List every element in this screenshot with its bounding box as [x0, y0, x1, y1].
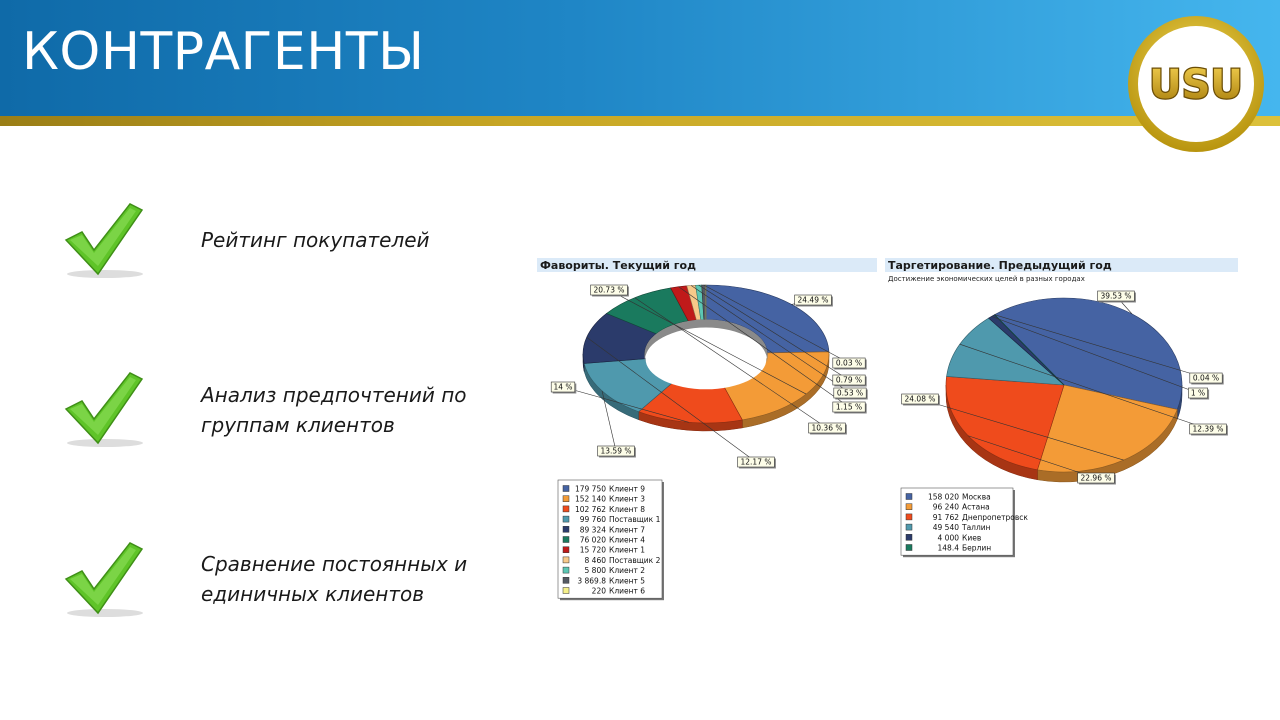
- legend-name: Клиент 3: [609, 494, 646, 504]
- legend-value: 15 720: [579, 545, 606, 555]
- charts-panel: [534, 250, 1244, 610]
- feature-text-2: [201, 380, 481, 440]
- legend-name: Москва: [962, 492, 991, 502]
- feature-line: Сравнение постоянных и: [201, 552, 468, 576]
- legend-name: Таллин: [962, 523, 991, 533]
- percent-label: 0.03 %: [835, 358, 863, 368]
- slide-title: КОНТРАГЕНТЫ: [22, 22, 425, 82]
- legend-swatch: [563, 557, 569, 563]
- legend-value: 89 324: [579, 525, 606, 535]
- legend-value: 99 760: [579, 515, 606, 525]
- percent-label: 0.53 %: [836, 388, 864, 398]
- legend-swatch: [563, 547, 569, 553]
- legend-value: 5 800: [584, 566, 606, 576]
- legend-swatch: [563, 537, 569, 543]
- chart-targeting: [885, 258, 1238, 557]
- header-accent-bar: [0, 116, 1280, 126]
- legend-name: Клиент 2: [609, 566, 646, 576]
- legend-name: Клиент 5: [609, 576, 646, 586]
- percent-label: 10.36 %: [811, 423, 843, 433]
- legend-name: Днепропетровск: [962, 512, 1028, 522]
- legend-swatch: [906, 534, 912, 540]
- legend-value: 91 762: [932, 512, 959, 522]
- feature-line: единичных клиентов: [201, 582, 424, 606]
- legend-swatch: [906, 504, 912, 510]
- percent-label: 12.39 %: [1192, 424, 1224, 434]
- donut-hole: [646, 328, 767, 389]
- legend-value: 4 000: [937, 533, 959, 543]
- legend-value: 102 762: [574, 504, 606, 514]
- legend-name: Клиент 9: [609, 484, 646, 494]
- percent-label: 0.79 %: [835, 375, 863, 385]
- legend-name: Поставщик 2: [609, 555, 661, 565]
- legend-value: 3 869.8: [577, 576, 606, 586]
- legend-name: Поставщик 1: [609, 515, 661, 525]
- legend-value: 158 020: [927, 492, 959, 502]
- legend-name: Берлин: [962, 543, 992, 553]
- percent-label: 13.59 %: [600, 446, 632, 456]
- legend-swatch: [906, 524, 912, 530]
- check-icon: [60, 369, 150, 449]
- legend-swatch: [906, 514, 912, 520]
- legend-swatch: [563, 588, 569, 594]
- chart-legend: [558, 480, 664, 600]
- pie-slices: [946, 298, 1182, 472]
- legend-swatch: [563, 496, 569, 502]
- legend-name: Клиент 7: [609, 525, 646, 535]
- percent-label: 12.17 %: [740, 457, 772, 467]
- legend-swatch: [563, 577, 569, 583]
- legend-name: Клиент 1: [609, 545, 646, 555]
- check-icon: [60, 539, 150, 619]
- percent-label: 1.15 %: [835, 402, 863, 412]
- legend-value: 49 540: [932, 523, 959, 533]
- chart-title: Таргетирование. Предыдущий год: [888, 259, 1112, 272]
- legend-name: Клиент 4: [609, 535, 646, 545]
- percent-label: 24.08 %: [904, 394, 936, 404]
- feature-text-3: [201, 549, 481, 609]
- percent-label: 14 %: [553, 382, 573, 392]
- legend-value: 148.4: [937, 543, 959, 553]
- legend-swatch: [563, 526, 569, 532]
- legend-value: 76 020: [579, 535, 606, 545]
- legend-swatch: [906, 494, 912, 500]
- legend-value: 96 240: [932, 502, 959, 512]
- legend-name: Киев: [962, 533, 982, 543]
- feature-line: группам клиентов: [201, 413, 395, 437]
- legend-value: 152 140: [574, 494, 606, 504]
- chart-favorites: [537, 258, 877, 600]
- percent-label: 39.53 %: [1100, 291, 1132, 301]
- chart-legend: [901, 488, 1028, 557]
- usu-logo: [1126, 14, 1266, 154]
- percent-label: 20.73 %: [593, 285, 625, 295]
- feature-text-1: [201, 225, 481, 255]
- chart-title: Фавориты. Текущий год: [540, 259, 696, 272]
- legend-swatch: [563, 516, 569, 522]
- legend-swatch: [563, 486, 569, 492]
- legend-value: 179 750: [574, 484, 606, 494]
- legend-swatch: [563, 567, 569, 573]
- legend-value: 220: [591, 586, 606, 596]
- legend-name: Клиент 8: [609, 504, 646, 514]
- percent-label: 0.04 %: [1192, 373, 1220, 383]
- legend-value: 8 460: [584, 555, 606, 565]
- percent-label: 1 %: [1190, 388, 1206, 398]
- percent-label: 22.96 %: [1080, 473, 1112, 483]
- logo-text: USU: [1149, 62, 1243, 108]
- check-icon: [60, 200, 150, 280]
- feature-line: Анализ предпочтений по: [201, 383, 467, 407]
- legend-name: Клиент 6: [609, 586, 646, 596]
- chart-subtitle: Достижение экономических целей в разных городах: [888, 275, 1085, 283]
- legend-name: Астана: [962, 502, 990, 512]
- legend-swatch: [906, 545, 912, 551]
- feature-line: Рейтинг покупателей: [201, 228, 430, 252]
- percent-label: 24.49 %: [797, 295, 829, 305]
- legend-swatch: [563, 506, 569, 512]
